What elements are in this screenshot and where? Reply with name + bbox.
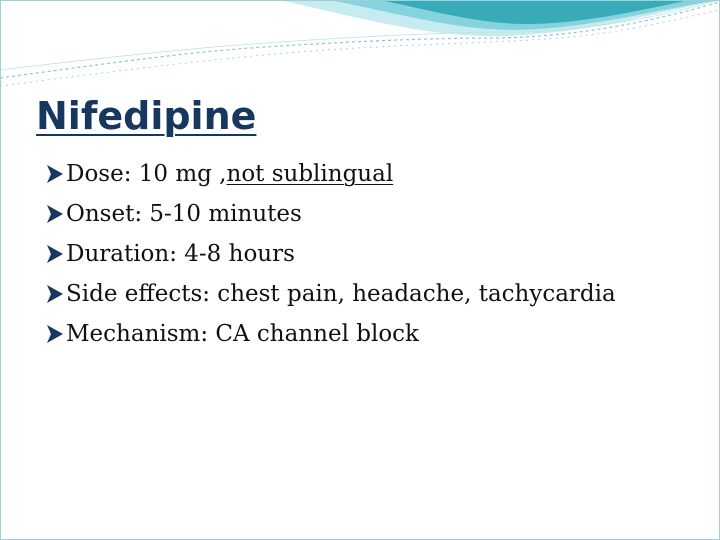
arrow-bullet-icon xyxy=(46,204,64,224)
bullet-emphasis: not sublingual xyxy=(226,161,394,187)
slide-title: Nifedipine xyxy=(36,94,257,138)
arrow-bullet-icon xyxy=(46,164,64,184)
bullet-item-onset xyxy=(46,194,706,234)
arrow-bullet-icon xyxy=(46,284,64,304)
header-wave-decoration xyxy=(0,0,720,90)
bullet-text: Dose: 10 mg , xyxy=(66,161,227,187)
bullet-item-dose xyxy=(46,154,706,194)
bullet-text: Onset: 5-10 minutes xyxy=(66,201,302,227)
bullet-item-duration xyxy=(46,234,706,274)
arrow-bullet-icon xyxy=(46,244,64,264)
bullet-list xyxy=(46,154,706,354)
bullet-text: Mechanism: CA channel block xyxy=(66,321,419,347)
bullet-text: Side effects: chest pain, headache, tachycardia xyxy=(66,281,616,307)
bullet-item-side-effects xyxy=(46,274,706,314)
arrow-bullet-icon xyxy=(46,324,64,344)
bullet-item-mechanism xyxy=(46,314,706,354)
bullet-text: Duration: 4-8 hours xyxy=(66,241,295,267)
